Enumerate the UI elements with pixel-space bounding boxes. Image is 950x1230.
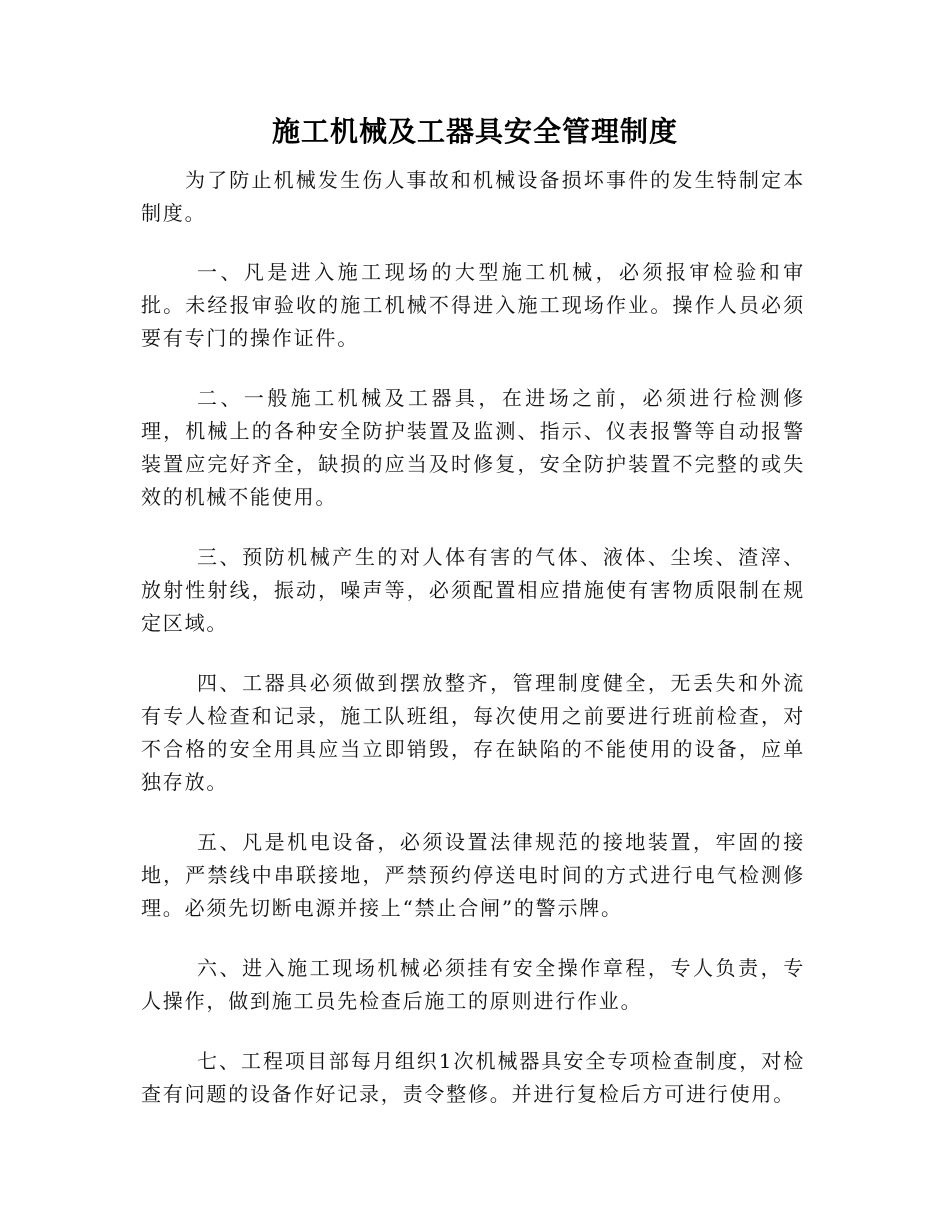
clause-3-paragraph: 三、预防机械产生的对人体有害的气体、液体、尘埃、渣滓、放射性射线，振动，噪声等，必须配置相应措施使有害物质限制在规定区域。 [141,545,805,635]
clause-5-paragraph: 五、凡是机电设备，必须设置法律规范的接地装置，牢固的接地，严禁线中串联接地，严禁预约停送电时间的方式进行电气检测修理。必须先切断电源并接上“禁止合闸”的警示牌。 [141,830,805,920]
clause-1-paragraph: 一、凡是进入施工现场的大型施工机械，必须报审检验和审批。未经报审验收的施工机械不得进入施工现场作业。操作人员必须要有专门的操作证件。 [141,260,805,350]
clause-2-paragraph: 二、一般施工机械及工器具，在进场之前，必须进行检测修理，机械上的各种安全防护装置及监测、指示、仪表报警等自动报警装置应完好齐全，缺损的应当及时修复，安全防护装置不完整的或失效的机械不能使用。 [141,386,805,509]
document-body [141,164,805,1138]
document-title: 施工机械及工器具安全管理制度 [271,115,678,148]
clause-4-paragraph: 四、工器具必须做到摆放整齐，管理制度健全，无丢失和外流有专人检查和记录，施工队班组，每次使用之前要进行班前检查，对不合格的安全用具应当立即销毁，存在缺陷的不能使用的设备，应单独存放。 [141,671,805,794]
intro-paragraph: 为了防止机械发生伤人事故和机械设备损坏事件的发生特制定本制度。 [141,168,805,225]
clause-6-paragraph: 六、进入施工现场机械必须挂有安全操作章程，专人负责，专人操作，做到施工员先检查后施工的原则进行作业。 [141,956,805,1013]
clause-7-paragraph: 七、工程项目部每月组织1次机械器具安全专项检查制度，对检查有问题的设备作好记录，责令整修。并进行复检后方可进行使用。 [141,1049,805,1106]
